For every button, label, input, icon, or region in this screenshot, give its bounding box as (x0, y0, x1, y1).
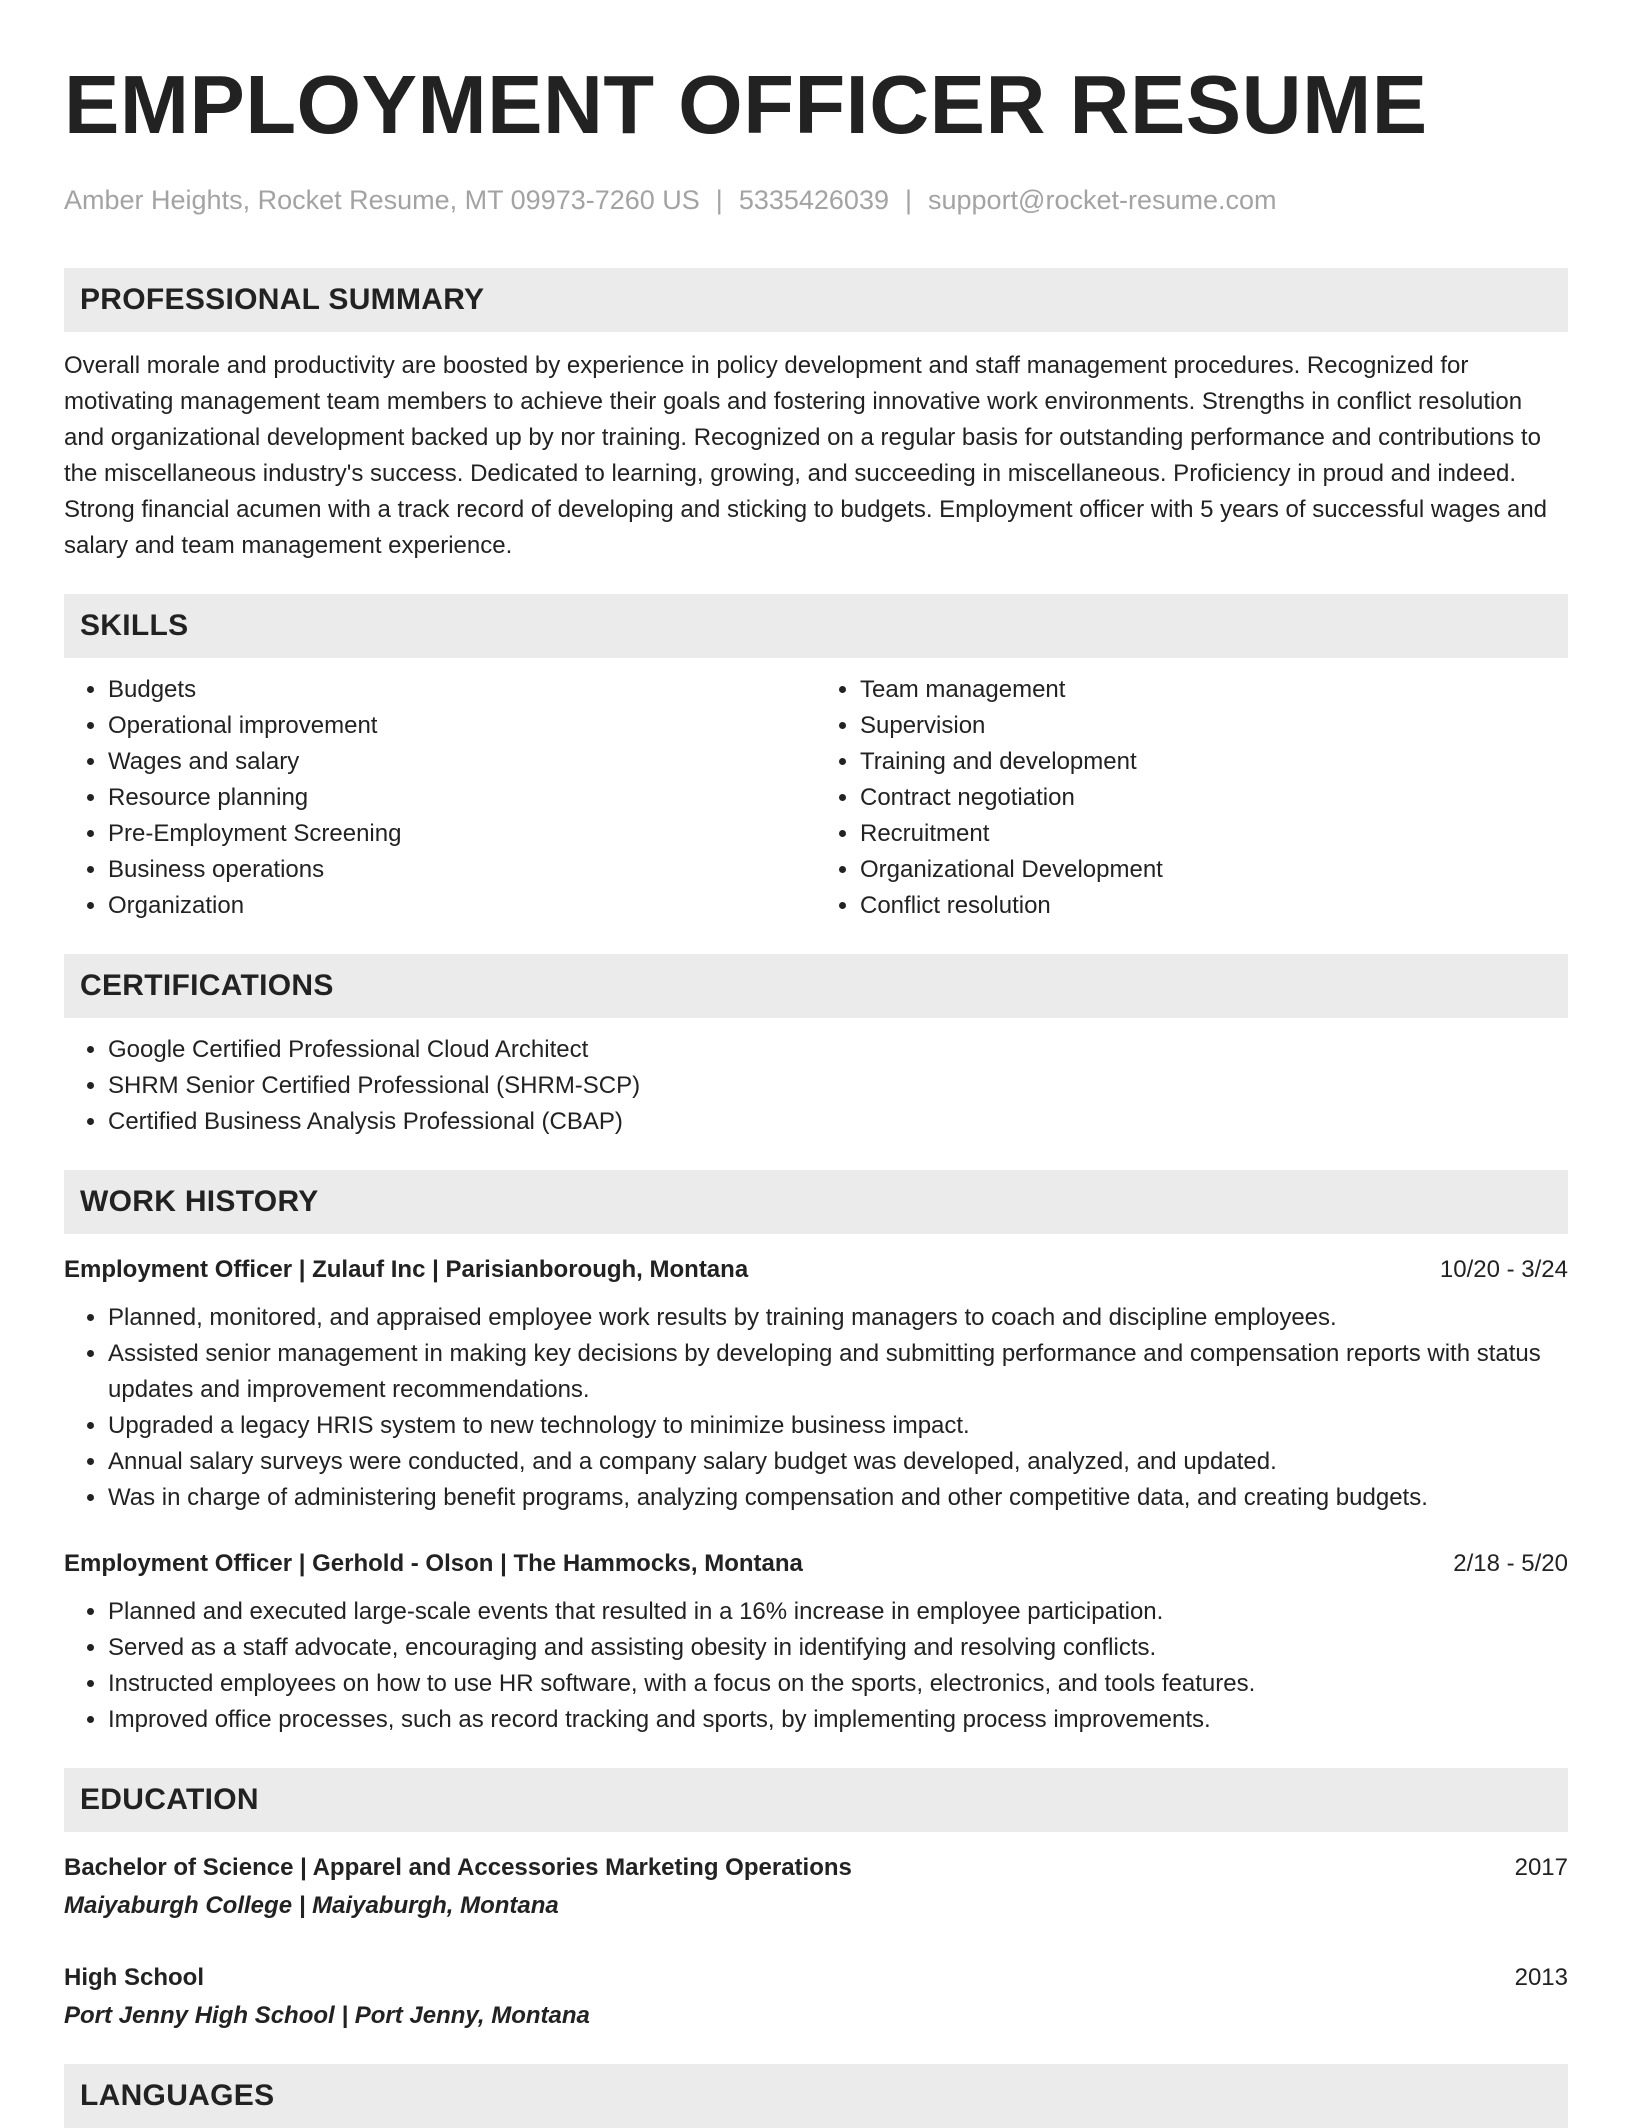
section-heading-work-history: WORK HISTORY (64, 1170, 1568, 1234)
section-heading-summary: PROFESSIONAL SUMMARY (64, 268, 1568, 332)
skill-item: • Contract negotiation (860, 780, 1568, 816)
job-bullet: • Instructed employees on how to use HR software, with a focus on the sports, electronics, and tools features. (108, 1666, 1568, 1702)
job-bullets (64, 1594, 1568, 1738)
skill-item: • Organization (108, 888, 816, 924)
certification-item: • Google Certified Professional Cloud Architect (108, 1032, 1568, 1068)
job-entry (64, 1546, 1568, 1738)
education-entry (64, 1960, 1568, 2034)
contact-separator: | (904, 185, 912, 215)
skill-item: • Resource planning (108, 780, 816, 816)
skills-column-right (816, 672, 1568, 924)
job-bullets (64, 1300, 1568, 1516)
skill-item: • Budgets (108, 672, 816, 708)
skill-item: • Supervision (860, 708, 1568, 744)
education-header (64, 1850, 1568, 1886)
education-year: 2013 (1514, 1964, 1568, 1991)
phone: 5335426039 (738, 185, 889, 215)
section-heading-certifications: CERTIFICATIONS (64, 954, 1568, 1018)
section-heading-education: EDUCATION (64, 1768, 1568, 1832)
address: Amber Heights, Rocket Resume, MT 09973-7260 US (64, 185, 700, 215)
skill-item: • Operational improvement (108, 708, 816, 744)
skills-list (64, 672, 1568, 924)
certifications-list (64, 1032, 1568, 1140)
skill-item: • Recruitment (860, 816, 1568, 852)
education-header (64, 1960, 1568, 1996)
job-dates: 10/20 - 3/24 (1439, 1256, 1568, 1283)
job-bullet: • Upgraded a legacy HRIS system to new technology to minimize business impact. (108, 1408, 1568, 1444)
education-entry (64, 1850, 1568, 1924)
certification-item: • Certified Business Analysis Professional (CBAP) (108, 1104, 1568, 1140)
certification-item: • SHRM Senior Certified Professional (SHRM-SCP) (108, 1068, 1568, 1104)
school-name: Port Jenny High School | Port Jenny, Montana (64, 2002, 590, 2029)
skill-item: • Business operations (108, 852, 816, 888)
page-title: EMPLOYMENT OFFICER RESUME (64, 58, 1428, 151)
skill-item: • Organizational Development (860, 852, 1568, 888)
job-title: Employment Officer | Gerhold - Olson | The Hammocks, Montana (64, 1550, 803, 1577)
job-header (64, 1252, 1568, 1288)
job-title: Employment Officer | Zulauf Inc | Parisianborough, Montana (64, 1256, 749, 1283)
skills-column-left (64, 672, 816, 924)
education-year: 2017 (1514, 1854, 1568, 1881)
section-heading-skills: SKILLS (64, 594, 1568, 658)
job-dates: 2/18 - 5/20 (1453, 1550, 1568, 1577)
job-bullet: • Planned and executed large-scale events that resulted in a 16% increase in employee participation. (108, 1594, 1568, 1630)
degree: Bachelor of Science | Apparel and Accessories Marketing Operations (64, 1854, 852, 1881)
degree: High School (64, 1964, 204, 1991)
job-bullet: • Served as a staff advocate, encouraging and assisting obesity in identifying and resolving conflicts. (108, 1630, 1568, 1666)
skill-item: • Training and development (860, 744, 1568, 780)
skill-item: • Wages and salary (108, 744, 816, 780)
job-bullet: • Planned, monitored, and appraised employee work results by training managers to coach and discipline employees. (108, 1300, 1568, 1336)
job-entry (64, 1252, 1568, 1516)
job-bullet: • Annual salary surveys were conducted, and a company salary budget was developed, analyzed, and updated. (108, 1444, 1568, 1480)
job-bullet: • Assisted senior management in making key decisions by developing and submitting performance and compensation reports with status updates and improvement recommendations. (108, 1336, 1568, 1408)
contact-line (64, 182, 1568, 218)
skill-item: • Pre-Employment Screening (108, 816, 816, 852)
section-heading-languages: LANGUAGES (64, 2064, 1568, 2128)
email-link[interactable]: support@rocket-resume.com (928, 185, 1277, 215)
skill-item: • Conflict resolution (860, 888, 1568, 924)
job-bullet: • Was in charge of administering benefit programs, analyzing compensation and other competitive data, and creating budgets. (108, 1480, 1568, 1516)
contact-separator: | (715, 185, 723, 215)
job-bullet: • Improved office processes, such as record tracking and sports, by implementing process improvements. (108, 1702, 1568, 1738)
school-name: Maiyaburgh College | Maiyaburgh, Montana (64, 1892, 559, 1919)
skill-item: • Team management (860, 672, 1568, 708)
job-header (64, 1546, 1568, 1582)
summary-text: Overall morale and productivity are boosted by experience in policy development and staff management procedures. Recognized for motivating management team members to achieve their goals and fostering innovative work environments. Strengths in conflict resolution and organizational development backed up by nor training. Recognized on a regular basis for outstanding performance and contributions to the miscellaneous industry's success. Dedicated to learning, growing, and succeeding in miscellaneous. Proficiency in proud and indeed. Strong financial acumen with a track record of developing and sticking to budgets. Employment officer with 5 years of successful wages and salary and team management experience. (64, 352, 1548, 559)
